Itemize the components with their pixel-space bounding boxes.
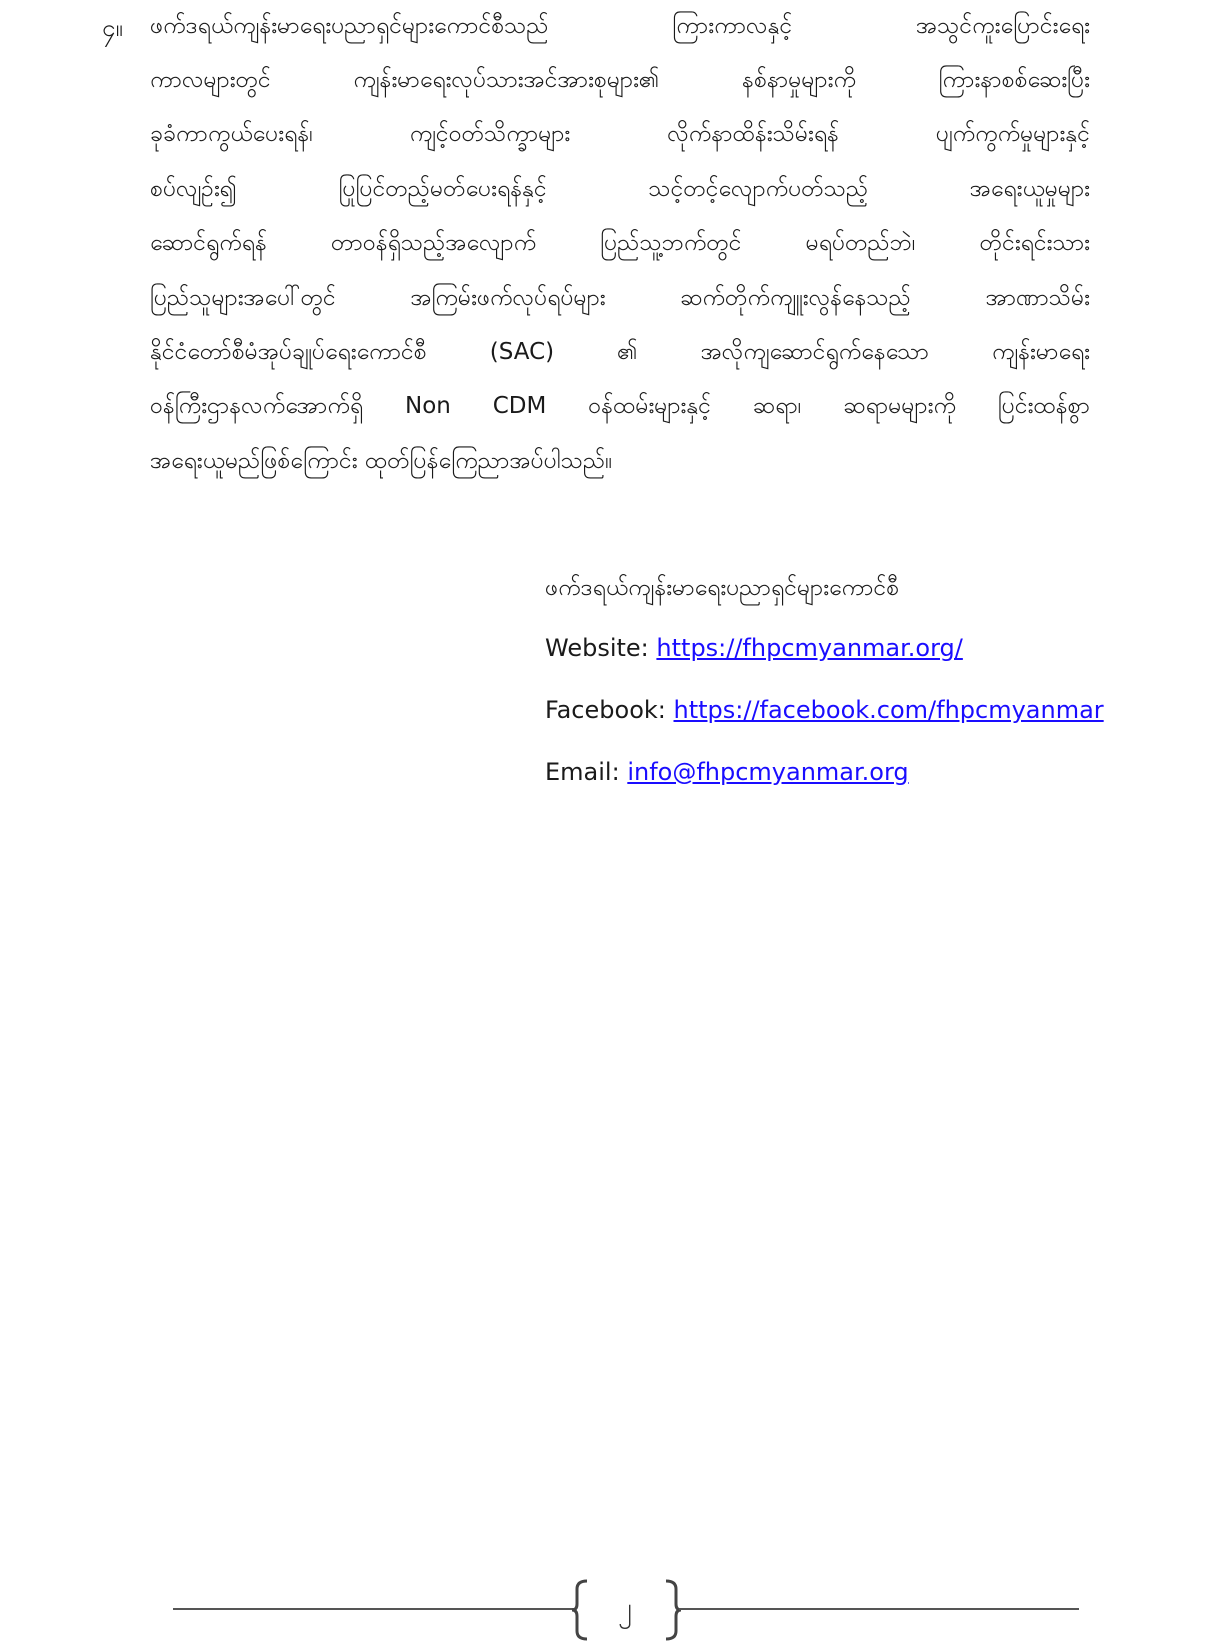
website-row: [545, 630, 963, 666]
paragraph-line-7: နိုင်ငံတော်စီမံအုပ်ချုပ်ရေးကောင်စီ (SAC) ၏ အလိုကျဆောင်ရွက်နေသော ကျန်းမာရေး: [150, 339, 1090, 365]
email-row: [545, 754, 909, 790]
facebook-link[interactable]: https://facebook.com/fhpcmyanmar: [673, 696, 1104, 724]
paragraph-number: ၄။: [102, 14, 123, 42]
paragraph-line-5: ဆောင်ရွက်ရန် တာဝန်ရှိသည့်အလျောက် ပြည်သူ့ဘက်တွင် မရပ်တည်ဘဲ၊ တိုင်းရင်းသား: [150, 230, 1090, 256]
facebook-label: Facebook:: [545, 696, 666, 724]
paragraph-line-1: ဖက်ဒရယ်ကျန်းမာရေးပညာရှင်များကောင်စီသည် ကြားကာလနှင့် အသွင်ကူးပြောင်းရေး: [150, 13, 1090, 39]
paragraph-line-8: ဝန်ကြီးဌာနလက်အောက်ရှိ Non CDM ဝန်ထမ်းများနှင့် ဆရာ၊ ဆရာမများကို ပြင်းထန်စွာ: [150, 393, 1090, 419]
email-link[interactable]: info@fhpcmyanmar.org: [627, 758, 909, 786]
page-number: ၂: [618, 1591, 632, 1624]
left-brace-icon: [569, 1579, 593, 1641]
facebook-row: [545, 692, 1104, 728]
footer-rule-left: [173, 1608, 575, 1610]
right-brace-icon: [660, 1579, 684, 1641]
website-label: Website:: [545, 634, 649, 662]
paragraph-line-9: အရေးယူမည်ဖြစ်ကြောင်း ထုတ်ပြန်ကြေညာအပ်ပါသည်။: [150, 448, 613, 474]
paragraph-line-3: ခုခံကာကွယ်ပေးရန်၊ ကျင့်ဝတ်သိက္ခာများ လိုက်နာထိန်းသိမ်းရန် ပျက်ကွက်မှုများနှင့်: [150, 121, 1090, 147]
paragraph-line-6: ပြည်သူများအပေါ်တွင် အကြမ်းဖက်လုပ်ရပ်များ ဆက်တိုက်ကျူးလွန်နေသည့် အာဏာသိမ်း: [150, 285, 1090, 311]
page-footer: [0, 1575, 1214, 1645]
website-link[interactable]: https://fhpcmyanmar.org/: [656, 634, 963, 662]
paragraph-line-2: ကာလများတွင် ကျန်းမာရေးလုပ်သားအင်အားစုများ၏ နစ်နာမှုများကို ကြားနာစစ်ဆေးပြီး: [150, 67, 1090, 93]
email-label: Email:: [545, 758, 620, 786]
signature-org: ဖက်ဒရယ်ကျန်းမာရေးပညာရှင်များကောင်စီ: [545, 575, 900, 601]
footer-rule-right: [679, 1608, 1079, 1610]
paragraph-line-4: စပ်လျဉ်း၍ ပြုပြင်တည့်မတ်ပေးရန်နှင့် သင့်တင့်လျောက်ပတ်သည့် အရေးယူမှုများ: [150, 176, 1090, 202]
